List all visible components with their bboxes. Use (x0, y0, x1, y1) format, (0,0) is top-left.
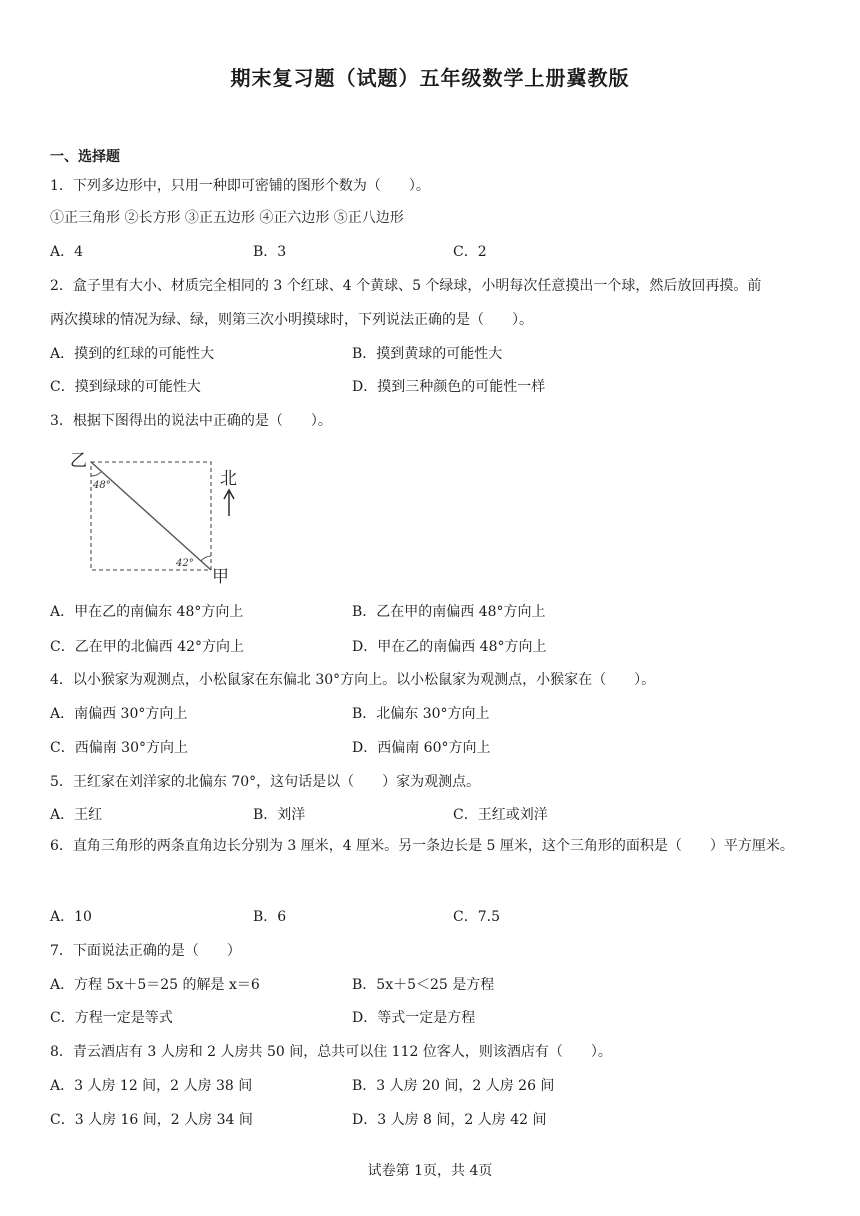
question-8-option-d: D．3 人房 8 间，2 人房 42 间 (352, 1112, 547, 1128)
angle-arc-bottom (201, 556, 211, 561)
angle-label-42: 42° (176, 558, 194, 569)
diagonal-line (91, 462, 211, 570)
angle-label-48: 48° (93, 480, 111, 491)
question-5-stem: 5．王红家在刘洋家的北偏东 70°，这句话是以（ ）家为观测点。 (50, 774, 481, 790)
question-6-stem: 6．直角三角形的两条直角边长分别为 3 厘米，4 厘米。另一条边长是 5 厘米，这个三角形的面积是（ ）平方厘米。 (50, 838, 794, 854)
page-footer: 试卷第 1页，共 4页 (367, 1163, 493, 1179)
question-4-option-d: D．西偏南 60°方向上 (352, 740, 491, 756)
question-3-option-b: B．乙在甲的南偏西 48°方向上 (352, 604, 546, 620)
question-8-option-a: A．3 人房 12 间，2 人房 38 间 (50, 1078, 253, 1094)
question-5-option-c: C．王红或刘洋 (453, 807, 548, 823)
question-3-option-d: D．甲在乙的南偏西 48°方向上 (352, 639, 547, 655)
direction-diagram (62, 444, 252, 584)
question-3-option-a: A．甲在乙的南偏东 48°方向上 (50, 604, 244, 620)
question-1-option-a: A．4 (50, 244, 84, 260)
question-2-option-a: A．摸到的红球的可能性大 (50, 346, 215, 362)
question-3-stem: 3．根据下图得出的说法中正确的是（ ）。 (50, 413, 332, 429)
question-4-stem: 4．以小猴家为观测点，小松鼠家在东偏北 30°方向上。以小松鼠家为观测点，小猴家在（ ）。 (50, 672, 656, 688)
label-north: 北 (220, 469, 237, 489)
section-heading: 一、选择题 (50, 149, 120, 165)
question-2-option-c: C．摸到绿球的可能性大 (50, 379, 201, 395)
question-8-option-c: C．3 人房 16 间，2 人房 34 间 (50, 1112, 253, 1128)
angle-arc-top (91, 472, 101, 476)
label-jia: 甲 (212, 567, 229, 584)
question-7-option-b: B．5x＋5＜25 是方程 (352, 977, 495, 993)
question-2-stem-line-1: 2．盒子里有大小、材质完全相同的 3 个红球、4 个黄球、5 个绿球，小明每次任意摸出一个球，然后放回再摸。前 (50, 278, 762, 294)
question-3-option-c: C．乙在甲的北偏西 42°方向上 (50, 639, 244, 655)
question-1-option-b: B．3 (253, 244, 287, 260)
question-6-option-a: A．10 (50, 909, 92, 925)
question-8-stem: 8．青云酒店有 3 人房和 2 人房共 50 间，总共可以住 112 位客人，则该酒店有（ ）。 (50, 1044, 612, 1060)
question-7-option-a: A．方程 5x＋5＝25 的解是 x＝6 (50, 977, 260, 993)
question-7-option-c: C．方程一定是等式 (50, 1010, 173, 1026)
question-7-option-d: D．等式一定是方程 (352, 1010, 476, 1026)
question-7-stem: 7．下面说法正确的是（ ） (50, 943, 241, 959)
question-6-option-b: B．6 (253, 909, 287, 925)
question-4-option-c: C．西偏南 30°方向上 (50, 740, 188, 756)
question-2-option-b: B．摸到黄球的可能性大 (352, 346, 503, 362)
question-4-option-a: A．南偏西 30°方向上 (50, 706, 188, 722)
question-1-shape-list: ①正三角形 ②长方形 ③正五边形 ④正六边形 ⑤正八边形 (50, 210, 404, 226)
question-1-stem: 1．下列多边形中，只用一种即可密铺的图形个数为（ ）。 (50, 178, 430, 194)
question-5-option-b: B．刘洋 (253, 807, 306, 823)
label-yi: 乙 (70, 451, 87, 471)
question-5-option-a: A．王红 (50, 807, 103, 823)
page-title: 期末复习题（试题）五年级数学上册冀教版 (230, 66, 630, 90)
question-2-option-d: D．摸到三种颜色的可能性一样 (352, 379, 546, 395)
question-4-option-b: B．北偏东 30°方向上 (352, 706, 490, 722)
question-6-option-c: C．7.5 (453, 909, 500, 925)
question-1-option-c: C．2 (453, 244, 487, 260)
question-2-stem-line-2: 两次摸球的情况为绿、绿，则第三次小明摸球时，下列说法正确的是（ ）。 (50, 312, 533, 328)
question-8-option-b: B．3 人房 20 间，2 人房 26 间 (352, 1078, 555, 1094)
